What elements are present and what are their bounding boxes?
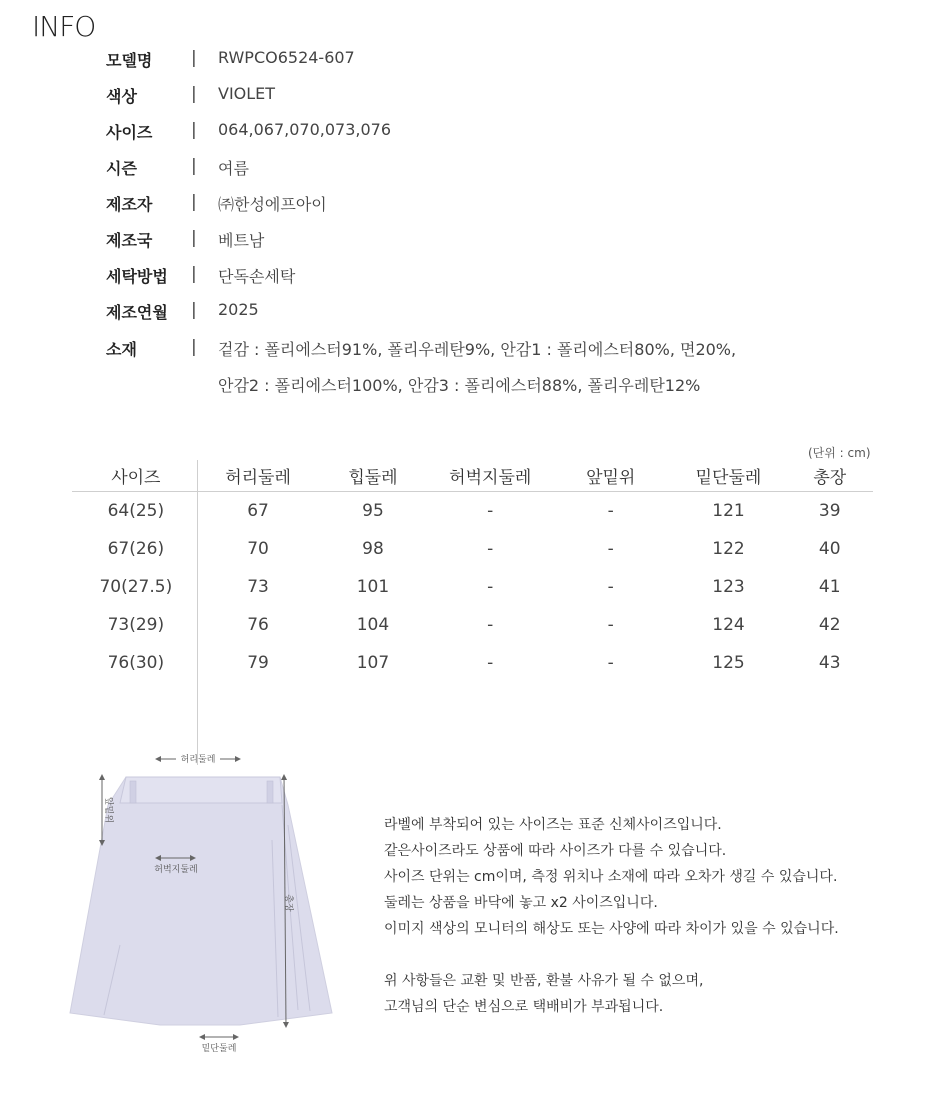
info-value: 겉감 : 폴리에스터91%, 폴리우레탄9%, 안감1 : 폴리에스터80%, 면20%, xyxy=(218,340,737,359)
info-label: 소재 xyxy=(106,340,137,359)
info-separator: | xyxy=(191,228,197,248)
info-label: 제조연월 xyxy=(106,303,168,322)
thigh-label: 허벅지둘레 xyxy=(154,865,198,875)
info-label: 제조국 xyxy=(106,231,153,250)
material-line-2: 안감2 : 폴리에스터100%, 안감3 : 폴리에스터88%, 폴리우레탄12% xyxy=(218,376,701,395)
table-cell: - xyxy=(607,501,614,521)
table-row xyxy=(72,644,873,682)
table-cell: 121 xyxy=(712,501,745,521)
table-cell: 104 xyxy=(356,615,390,635)
table-cell: 122 xyxy=(712,539,745,559)
table-cell: - xyxy=(487,653,494,673)
table-cell: - xyxy=(487,615,494,635)
table-row xyxy=(72,530,873,568)
info-separator: | xyxy=(191,300,197,320)
info-value: 2025 xyxy=(218,300,259,319)
table-row xyxy=(72,606,873,644)
rise-label: 앞밑위 xyxy=(103,796,113,824)
table-cell: - xyxy=(607,539,614,559)
info-value: ㈜한성에프아이 xyxy=(218,195,327,214)
notes xyxy=(384,812,839,1020)
table-cell: 41 xyxy=(818,577,841,597)
column-header: 허벅지둘레 xyxy=(430,459,551,492)
note-line: 고객님의 단순 변심으로 택배비가 부과됩니다. xyxy=(384,999,664,1015)
table-cell: 39 xyxy=(818,501,841,521)
info-value: 단독손세탁 xyxy=(218,267,296,286)
note-line: 라벨에 부착되어 있는 사이즈는 표준 신체사이즈입니다. xyxy=(384,817,722,833)
table-cell: 125 xyxy=(712,653,745,673)
info-label: 시즌 xyxy=(106,159,137,178)
note-line: 이미지 색상의 모니터의 해상도 또는 사양에 따라 차이가 있을 수 있습니다. xyxy=(384,921,839,937)
table-cell: 43 xyxy=(818,653,841,673)
table-cell: 98 xyxy=(362,539,384,559)
column-header: 허리둘레 xyxy=(200,459,317,492)
table-cell: 64(25) xyxy=(107,501,165,521)
hem-label: 밑단둘레 xyxy=(201,1044,237,1054)
unit-label: (단위 : cm) xyxy=(808,446,871,460)
table-row xyxy=(72,568,873,606)
table-cell: 76 xyxy=(247,615,269,635)
table-cell: 67 xyxy=(247,501,269,521)
table-cell: - xyxy=(607,615,614,635)
table-cell: - xyxy=(487,501,494,521)
info-value: 064,067,070,073,076 xyxy=(218,120,392,139)
size-table xyxy=(72,459,873,682)
table-cell: - xyxy=(487,539,494,559)
table-cell: 67(26) xyxy=(107,539,165,559)
size-table-header xyxy=(72,459,873,492)
column-header: 사이즈 xyxy=(72,459,200,492)
info-value: RWPCO6524-607 xyxy=(218,48,355,67)
info-value: VIOLET xyxy=(218,84,276,103)
table-cell: 73 xyxy=(247,577,269,597)
info-separator: | xyxy=(191,192,197,212)
table-cell: 70 xyxy=(247,539,269,559)
info-label: 제조자 xyxy=(106,195,153,214)
info-separator: | xyxy=(191,337,197,357)
table-cell: 73(29) xyxy=(107,615,165,635)
table-row xyxy=(72,492,873,531)
table-cell: 107 xyxy=(356,653,390,673)
table-cell: - xyxy=(487,577,494,597)
info-separator: | xyxy=(191,48,197,68)
page-title: INFO xyxy=(32,10,96,43)
info-separator: | xyxy=(191,120,197,140)
table-cell: 124 xyxy=(712,615,745,635)
table-cell: 76(30) xyxy=(107,653,165,673)
table-cell: 79 xyxy=(247,653,269,673)
info-label: 세탁방법 xyxy=(106,267,168,286)
info-separator: | xyxy=(191,156,197,176)
table-cell: 70(27.5) xyxy=(99,577,173,597)
info-label: 사이즈 xyxy=(106,123,153,142)
column-header: 총장 xyxy=(786,459,873,492)
note-line: 위 사항들은 교환 및 반품, 환불 사유가 될 수 없으며, xyxy=(384,973,704,989)
table-cell: 40 xyxy=(818,539,841,559)
column-header: 앞밑위 xyxy=(551,459,671,492)
note-line: 같은사이즈라도 상품에 따라 사이즈가 다를 수 있습니다. xyxy=(384,843,727,859)
column-header: 밑단둘레 xyxy=(670,459,786,492)
table-cell: 42 xyxy=(818,615,841,635)
info-label: 모델명 xyxy=(106,51,153,70)
table-cell: - xyxy=(607,577,614,597)
note-line: 둘레는 상품을 바닥에 놓고 x2 사이즈입니다. xyxy=(384,895,658,911)
note-line xyxy=(384,942,839,968)
length-label: 총장 xyxy=(283,894,293,912)
skirt-diagram xyxy=(60,745,350,1065)
table-cell: - xyxy=(607,653,614,673)
column-header: 힙둘레 xyxy=(316,459,429,492)
table-cell: 123 xyxy=(712,577,745,597)
table-cell: 95 xyxy=(362,501,384,521)
info-label: 색상 xyxy=(106,87,137,106)
table-cell: 101 xyxy=(356,577,390,597)
info-separator: | xyxy=(191,264,197,284)
note-line: 사이즈 단위는 cm이며, 측정 위치나 소재에 따라 오차가 생길 수 있습니다. xyxy=(384,869,838,885)
info-value: 베트남 xyxy=(218,231,265,250)
info-value: 여름 xyxy=(218,159,249,178)
waist-label: 허리둘레 xyxy=(180,755,216,765)
info-separator: | xyxy=(191,84,197,104)
divider-line xyxy=(197,460,198,765)
